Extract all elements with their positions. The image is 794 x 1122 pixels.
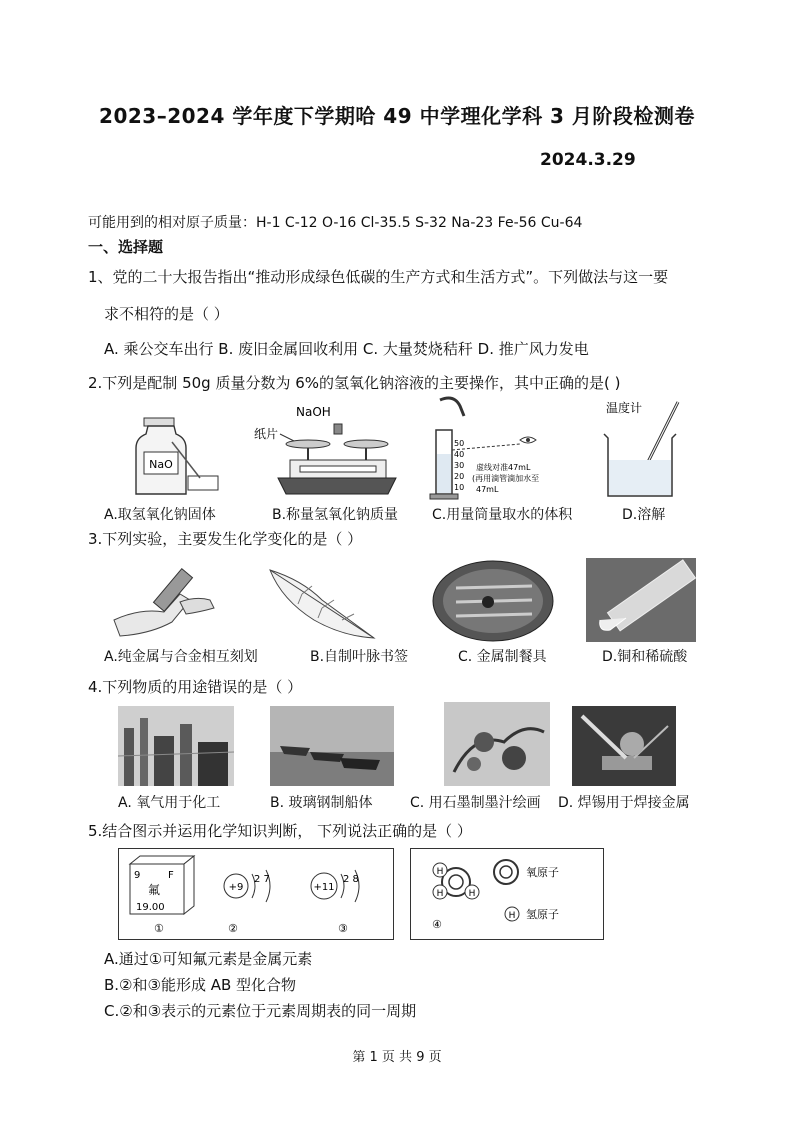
tick-10: 10 [454,483,465,492]
tick-40: 40 [454,450,465,459]
page-number: 第 1 页 共 9 页 [352,1050,442,1065]
q4-caption-d: D. 焊锡用于焊接金属 [558,795,690,811]
mark-2: ② [228,922,238,935]
mark-4: ④ [432,918,442,931]
q4-caption-b: B. 玻璃钢制船体 [270,795,373,811]
mark-1: ① [154,922,164,935]
cylinder-note3: 47mL [476,485,499,494]
tick-20: 20 [454,472,465,481]
q5-option-a: A.通过①可知氟元素是金属元素 [104,950,313,968]
nucleus-3: +11 [313,882,335,893]
beaker-figure [596,398,706,502]
thermometer-label: 温度计 [606,401,643,415]
atomic-structure-figure [118,848,394,940]
paper-label: 纸片 [254,427,279,441]
q5-option-b: B.②和③能形成 AB 型化合物 [104,976,297,994]
q2-caption-b: B.称量氢氧化钠质量 [272,507,399,523]
ink-painting-photo [444,702,550,786]
q4-stem: 4.下列物质的用途错误的是（ ） [88,678,303,696]
naoh-label: NaOH [296,405,331,419]
page-title: 2023–2024 学年度下学期哈 49 中学理化学科 3 月阶段检测卷 [99,104,695,128]
q2-caption-a: A.取氢氧化钠固体 [104,507,216,523]
shells-3: 2 8 [343,874,359,885]
tick-50: 50 [454,439,465,448]
atomic-masses: 可能用到的相对原子质量：H-1 C-12 O-16 Cl-35.5 S-32 Na-23 Fe-56 Cu-64 [88,215,583,231]
water-molecule-figure [410,848,604,940]
test-tube-figure [586,558,696,642]
legend-h-atom: H [508,911,516,921]
h-atom-3: H [468,889,476,899]
legend-o: 氧原子 [526,866,559,879]
cutlery-figure [432,560,554,642]
naoh-jar-figure [130,412,230,500]
q3-caption-d: D.铜和稀硫酸 [602,649,688,665]
q4-caption-c: C. 用石墨制墨汁绘画 [410,795,541,811]
q1-stem-line2: 求不相符的是（ ） [104,305,229,323]
q1-options: A. 乘公交车出行 B. 废旧金属回收利用 C. 大量焚烧秸秆 D. 推广风力发电 [104,340,589,358]
q3-caption-c: C. 金属制餐具 [458,649,547,665]
element-mass: 19.00 [136,902,165,913]
q5-stem: 5.结合图示并运用化学知识判断， 下列说法正确的是（ ） [88,822,472,840]
legend-h: 氢原子 [526,908,559,921]
element-name: 氟 [148,883,161,897]
tick-30: 30 [454,461,465,470]
nucleus-2: +9 [228,882,244,893]
balance-figure [250,402,400,502]
leaf-figure [262,560,382,642]
exam-date: 2024.3.29 [540,150,636,170]
q2-stem: 2.下列是配制 50g 质量分数为 6%的氢氧化钠溶液的主要操作，其中正确的是( ) [88,374,621,392]
q5-option-c: C.②和③表示的元素位于元素周期表的同一周期 [104,1002,417,1020]
q2-caption-c: C.用量筒量取水的体积 [432,507,573,523]
section-title: 一、选择题 [88,238,164,256]
chemical-plant-photo [118,706,234,786]
q3-caption-b: B.自制叶脉书签 [310,649,409,665]
q2-caption-d: D.溶解 [622,507,666,523]
q3-stem: 3.下列实验，主要发生化学变化的是（ ） [88,530,363,548]
soldering-photo [572,706,676,786]
q1-stem-line1: 1、党的二十大报告指出“推动形成绿色低碳的生产方式和生活方式”。下列做法与这一要 [88,268,669,286]
mark-3: ③ [338,922,348,935]
cylinder-note2: (再用滴管滴加水至 [472,474,540,483]
jar-label: NaO [149,458,173,471]
boats-photo [270,706,394,786]
q4-caption-a: A. 氧气用于化工 [118,795,221,811]
element-number: 9 [134,870,141,881]
shells-2: 2 7 [254,874,270,885]
element-symbol: F [168,870,174,881]
h-atom-1: H [436,867,444,877]
scratch-metals-figure [110,560,220,642]
cylinder-note1: 虚线对准47mL [476,463,531,472]
q3-caption-a: A.纯金属与合金相互刻划 [104,649,258,665]
h-atom-2: H [436,889,444,899]
cylinder-figure [420,394,570,504]
